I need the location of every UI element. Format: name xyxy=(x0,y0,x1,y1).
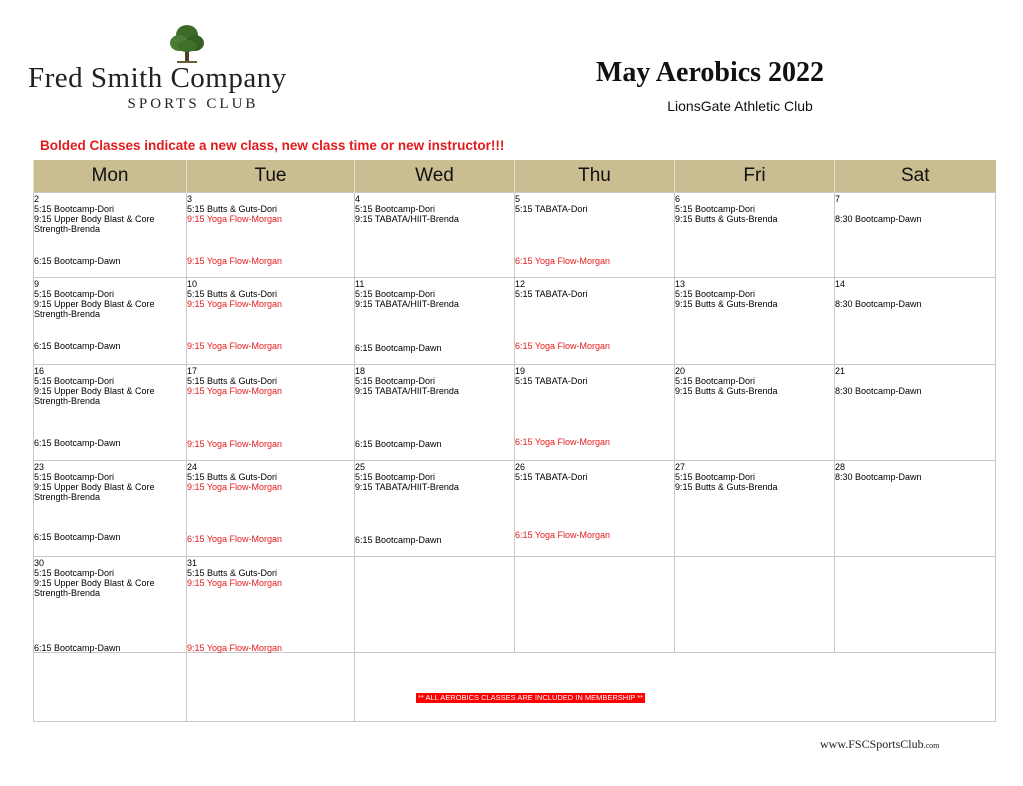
class-line: 9:15 Upper Body Blast & Core Strength-Brenda xyxy=(34,482,155,502)
week-row xyxy=(34,557,996,653)
class-line: 9:15 Upper Body Blast & Core Strength-Brenda xyxy=(34,578,155,598)
evening-class: 9:15 Yoga Flow-Morgan xyxy=(187,341,283,351)
class-line: 8:30 Bootcamp-Dawn xyxy=(835,214,922,224)
week-row xyxy=(34,461,996,557)
day-cell xyxy=(835,557,996,653)
day-cell xyxy=(515,365,675,461)
day-cell xyxy=(355,557,515,653)
class-line: 9:15 Butts & Guts-Brenda xyxy=(675,386,778,396)
website-url[interactable] xyxy=(820,737,939,752)
week-row xyxy=(34,365,996,461)
day-number: 19 xyxy=(515,366,526,376)
day-number: 26 xyxy=(515,462,526,472)
class-line: 5:15 Bootcamp-Dori xyxy=(355,289,436,299)
day-cell xyxy=(675,461,835,557)
class-line: 5:15 Bootcamp-Dori xyxy=(675,376,756,386)
weekday-header: Fri xyxy=(675,160,835,193)
class-line: 9:15 Upper Body Blast & Core Strength-Brenda xyxy=(34,299,155,319)
footer-cell xyxy=(355,653,996,722)
weekday-header: Sat xyxy=(835,160,996,193)
day-number: 3 xyxy=(187,194,193,204)
footer-cell xyxy=(34,653,187,722)
day-number: 18 xyxy=(355,366,366,376)
evening-class: 6:15 Bootcamp-Dawn xyxy=(34,256,121,266)
evening-class: 6:15 Yoga Flow-Morgan xyxy=(515,341,611,351)
class-line: 9:15 Butts & Guts-Brenda xyxy=(675,214,778,224)
calendar-grid xyxy=(33,160,996,722)
day-cell xyxy=(34,557,187,653)
class-line: 9:15 Butts & Guts-Brenda xyxy=(675,482,778,492)
day-number: 14 xyxy=(835,279,846,289)
day-number: 20 xyxy=(675,366,686,376)
class-line: 5:15 Bootcamp-Dori xyxy=(675,204,756,214)
class-line: 5:15 TABATA-Dori xyxy=(515,472,588,482)
class-line: 5:15 Bootcamp-Dori xyxy=(355,376,436,386)
day-number: 13 xyxy=(675,279,686,289)
day-cell xyxy=(187,365,355,461)
class-line: 5:15 TABATA-Dori xyxy=(515,289,588,299)
evening-class: 6:15 Bootcamp-Dawn xyxy=(34,341,121,351)
evening-class: 6:15 Bootcamp-Dawn xyxy=(34,532,121,542)
class-line: 9:15 Butts & Guts-Brenda xyxy=(675,299,778,309)
evening-class: 6:15 Bootcamp-Dawn xyxy=(34,438,121,448)
class-line: 5:15 Bootcamp-Dori xyxy=(34,376,115,386)
class-line: 9:15 Yoga Flow-Morgan xyxy=(187,482,283,492)
day-cell xyxy=(34,193,187,278)
tree-logo-icon xyxy=(167,22,207,64)
class-line: 5:15 Bootcamp-Dori xyxy=(34,289,115,299)
day-cell xyxy=(675,557,835,653)
day-cell xyxy=(515,193,675,278)
day-cell xyxy=(515,461,675,557)
day-number: 23 xyxy=(34,462,45,472)
class-line: 5:15 Butts & Guts-Dori xyxy=(187,376,278,386)
day-number: 6 xyxy=(675,194,681,204)
page-title: May Aerobics 2022 xyxy=(595,57,825,88)
membership-note: ** ALL AEROBICS CLASSES ARE INCLUDED IN MEMBERSHIP ** xyxy=(418,693,644,702)
day-number: 7 xyxy=(835,194,841,204)
location-subtitle: LionsGate Athletic Club xyxy=(667,98,813,114)
class-line: 8:30 Bootcamp-Dawn xyxy=(835,299,922,309)
class-line: 5:15 Bootcamp-Dori xyxy=(34,204,115,214)
day-cell xyxy=(835,278,996,365)
day-number: 2 xyxy=(34,194,40,204)
day-number: 4 xyxy=(355,194,361,204)
day-cell xyxy=(675,365,835,461)
day-number: 11 xyxy=(355,279,365,289)
evening-class: 9:15 Yoga Flow-Morgan xyxy=(187,643,283,653)
company-name: Fred Smith Company xyxy=(28,62,287,94)
website-main: www.FSCSportsClub xyxy=(820,737,924,751)
evening-class: 9:15 Yoga Flow-Morgan xyxy=(187,256,283,266)
company-subtitle: SPORTS CLUB xyxy=(127,96,259,112)
day-cell xyxy=(515,278,675,365)
day-cell xyxy=(835,193,996,278)
day-cell xyxy=(515,557,675,653)
day-number: 24 xyxy=(187,462,198,472)
day-number: 10 xyxy=(187,279,198,289)
day-cell xyxy=(675,193,835,278)
day-cell xyxy=(835,365,996,461)
day-cell xyxy=(187,278,355,365)
evening-class: 6:15 Yoga Flow-Morgan xyxy=(187,534,283,544)
footer-cell xyxy=(187,653,355,722)
class-line: 9:15 Yoga Flow-Morgan xyxy=(187,299,283,309)
class-line: 5:15 TABATA-Dori xyxy=(515,204,588,214)
evening-class: 6:15 Yoga Flow-Morgan xyxy=(515,437,611,447)
day-number: 5 xyxy=(515,194,521,204)
evening-class: 6:15 Yoga Flow-Morgan xyxy=(515,530,611,540)
class-line: 5:15 Bootcamp-Dori xyxy=(34,472,115,482)
class-line: 9:15 TABATA/HIIT-Brenda xyxy=(355,299,459,309)
day-cell xyxy=(187,557,355,653)
class-line: 8:30 Bootcamp-Dawn xyxy=(835,386,922,396)
day-cell xyxy=(675,278,835,365)
weekday-header: Thu xyxy=(515,160,675,193)
day-number: 27 xyxy=(675,462,686,472)
day-number: 9 xyxy=(34,279,40,289)
day-number: 21 xyxy=(835,366,846,376)
day-cell xyxy=(835,461,996,557)
day-cell xyxy=(34,461,187,557)
day-number: 25 xyxy=(355,462,366,472)
day-number: 17 xyxy=(187,366,198,376)
class-line: 9:15 TABATA/HIIT-Brenda xyxy=(355,214,459,224)
day-cell xyxy=(187,193,355,278)
class-line: 9:15 Yoga Flow-Morgan xyxy=(187,214,283,224)
class-line: 5:15 Butts & Guts-Dori xyxy=(187,472,278,482)
day-cell xyxy=(355,193,515,278)
day-cell xyxy=(34,278,187,365)
day-number: 30 xyxy=(34,558,45,568)
weekday-header: Tue xyxy=(187,160,355,193)
class-line: 9:15 Upper Body Blast & Core Strength-Brenda xyxy=(34,214,155,234)
day-number: 28 xyxy=(835,462,846,472)
evening-class: 6:15 Bootcamp-Dawn xyxy=(34,643,121,653)
evening-class: 6:15 Bootcamp-Dawn xyxy=(355,343,442,353)
evening-class: 6:15 Yoga Flow-Morgan xyxy=(515,256,611,266)
day-cell xyxy=(187,461,355,557)
class-line: 5:15 Butts & Guts-Dori xyxy=(187,204,278,214)
weekday-header: Wed xyxy=(355,160,515,193)
weekday-header: Mon xyxy=(34,160,187,193)
class-line: 5:15 Butts & Guts-Dori xyxy=(187,289,278,299)
website-tld: .com xyxy=(923,741,940,750)
class-line: 9:15 TABATA/HIIT-Brenda xyxy=(355,482,459,492)
day-number: 31 xyxy=(187,558,198,568)
bold-classes-notice: Bolded Classes indicate a new class, new class time or new instructor!!! xyxy=(40,138,505,153)
day-cell xyxy=(355,278,515,365)
class-line: 5:15 Bootcamp-Dori xyxy=(675,289,756,299)
weekday-header-row xyxy=(34,160,996,193)
class-line: 5:15 Bootcamp-Dori xyxy=(355,204,436,214)
class-line: 5:15 TABATA-Dori xyxy=(515,376,588,386)
day-number: 16 xyxy=(34,366,45,376)
class-line: 5:15 Bootcamp-Dori xyxy=(355,472,436,482)
class-line: 8:30 Bootcamp-Dawn xyxy=(835,472,922,482)
week-row xyxy=(34,278,996,365)
class-line: 5:15 Butts & Guts-Dori xyxy=(187,568,278,578)
day-cell xyxy=(355,461,515,557)
class-line: 5:15 Bootcamp-Dori xyxy=(675,472,756,482)
day-cell xyxy=(355,365,515,461)
class-line: 5:15 Bootcamp-Dori xyxy=(34,568,115,578)
day-number: 12 xyxy=(515,279,526,289)
evening-class: 6:15 Bootcamp-Dawn xyxy=(355,439,442,449)
week-row xyxy=(34,193,996,278)
class-line: 9:15 Yoga Flow-Morgan xyxy=(187,578,283,588)
evening-class: 9:15 Yoga Flow-Morgan xyxy=(187,439,283,449)
evening-class: 6:15 Bootcamp-Dawn xyxy=(355,535,442,545)
calendar-footer-row xyxy=(34,653,996,722)
class-line: 9:15 Yoga Flow-Morgan xyxy=(187,386,283,396)
day-cell xyxy=(34,365,187,461)
class-line: 9:15 Upper Body Blast & Core Strength-Brenda xyxy=(34,386,155,406)
class-line: 9:15 TABATA/HIIT-Brenda xyxy=(355,386,459,396)
